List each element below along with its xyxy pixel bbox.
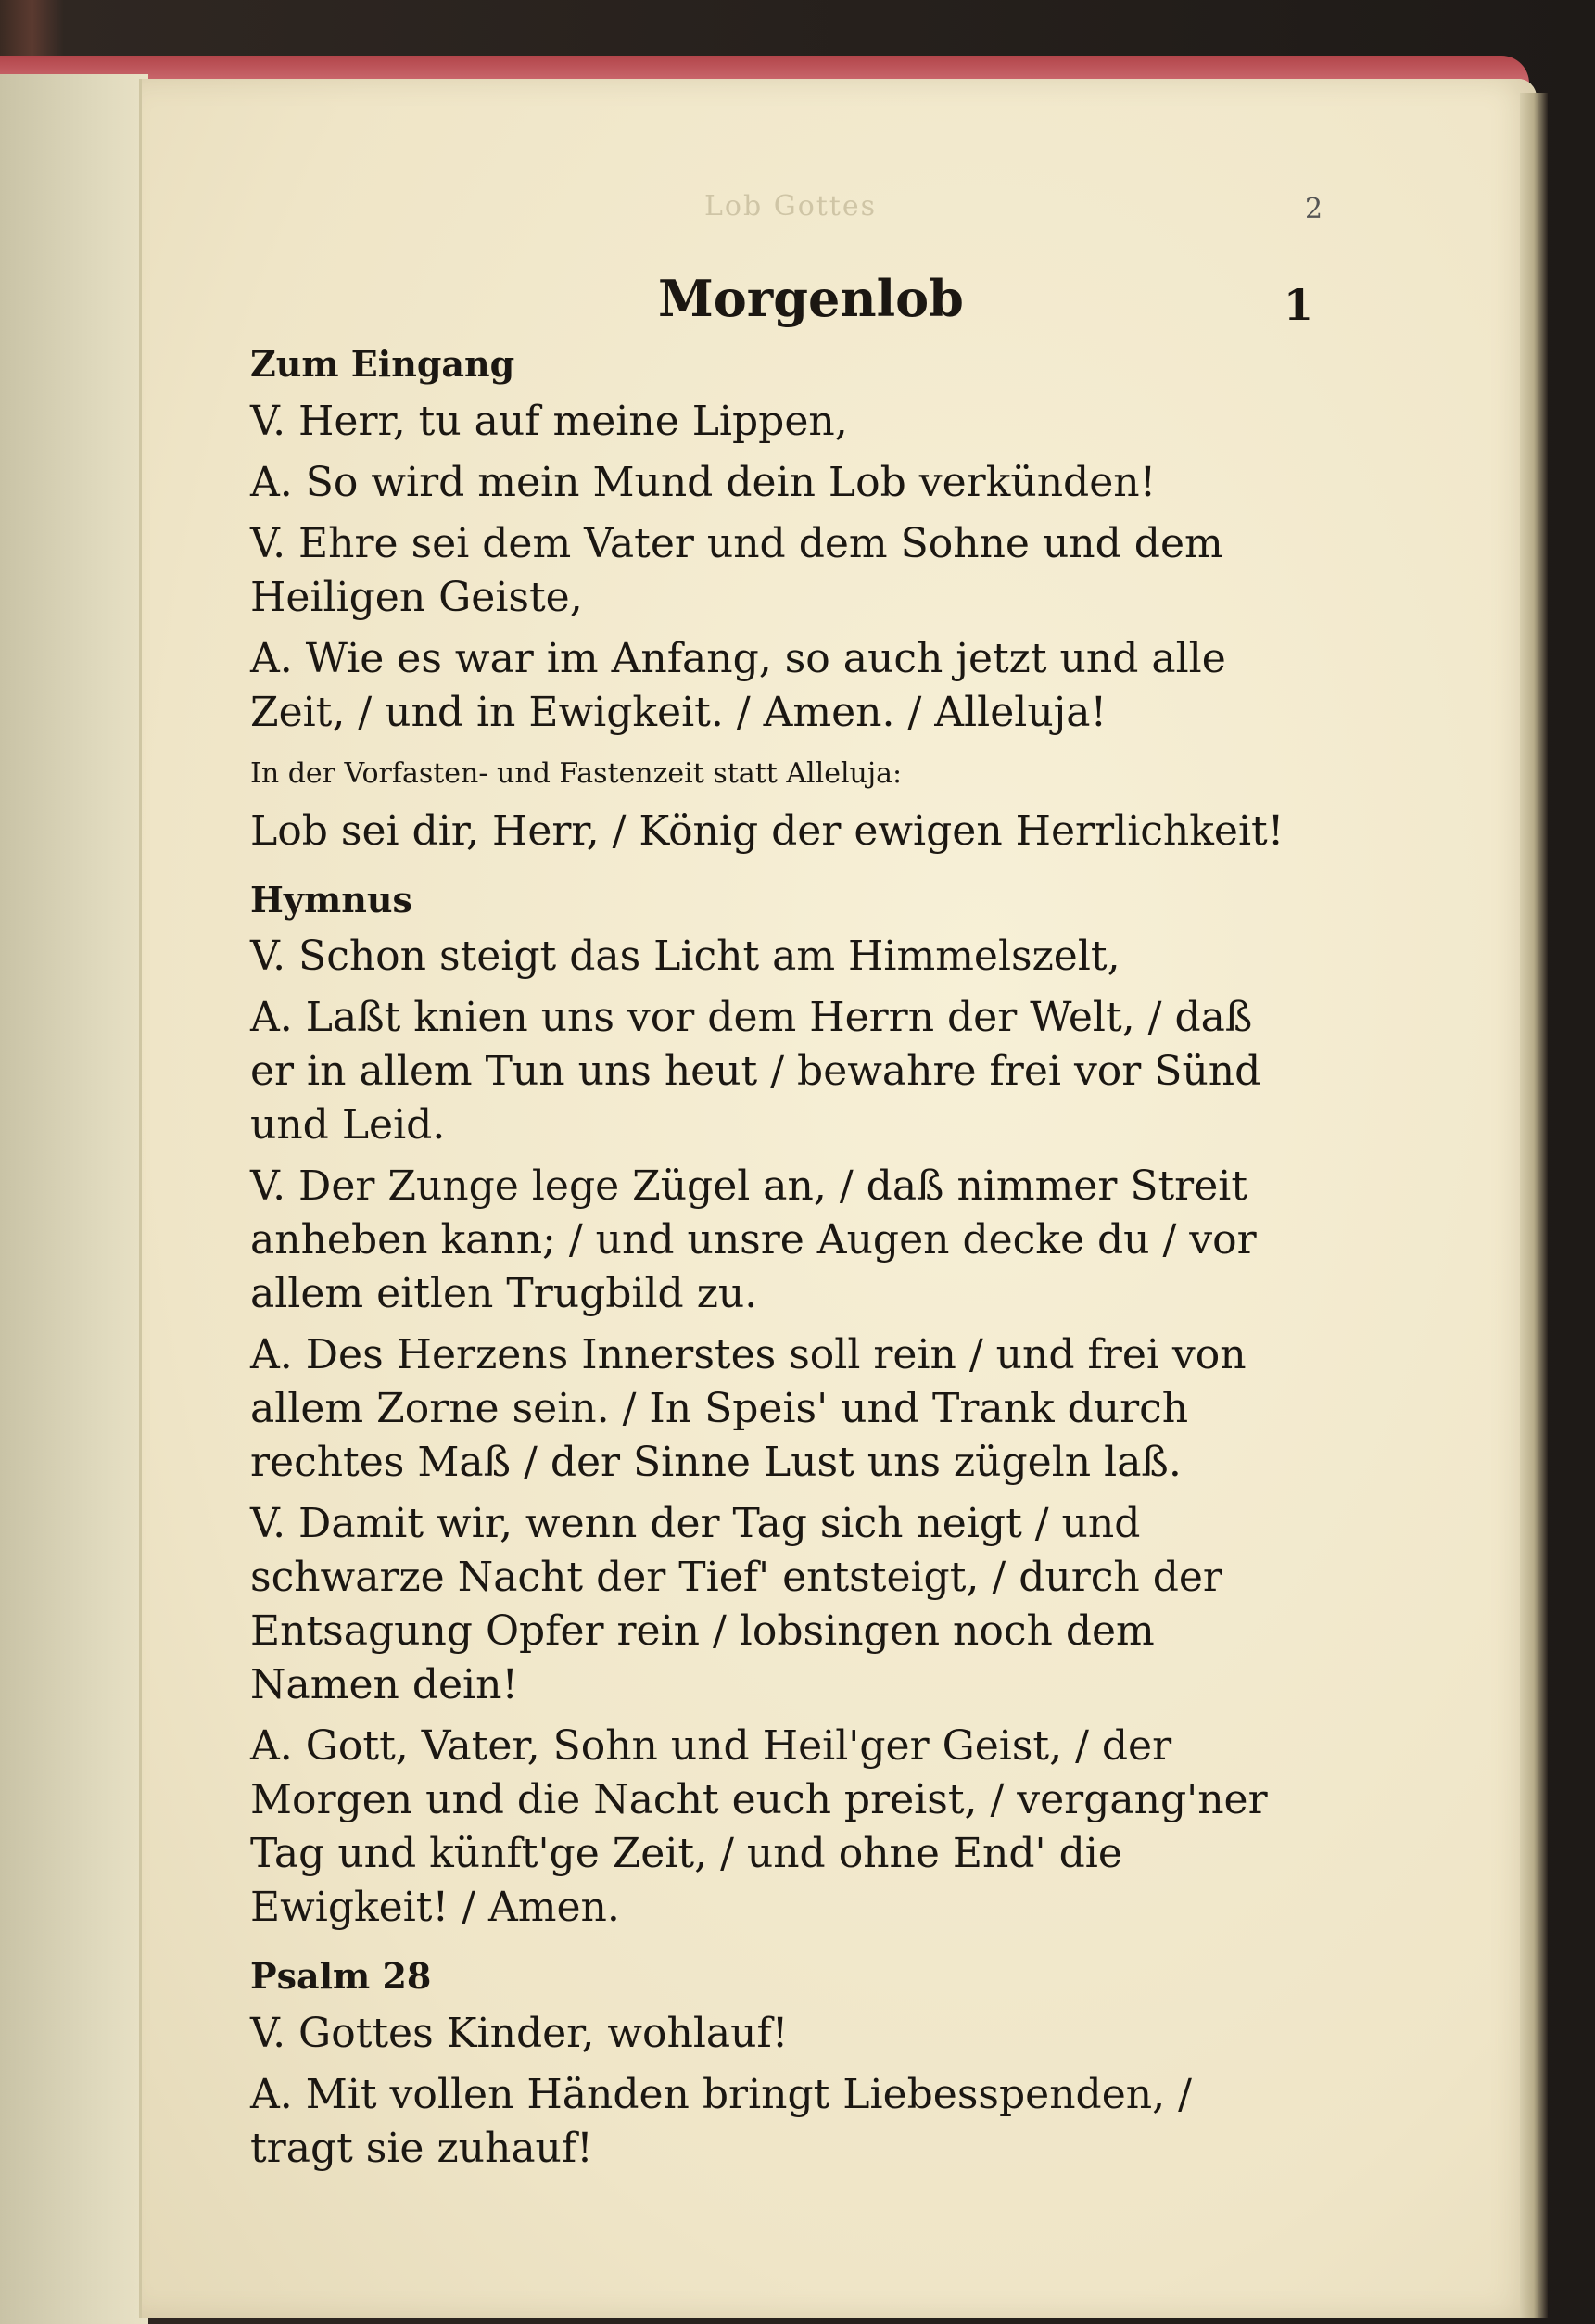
verse-line: A. Wie es war im Anfang, so auch jetzt und alle Zeit, / und in Ewigkeit. / Amen. / Alleluja! bbox=[250, 634, 1226, 736]
verse-line: A. Gott, Vater, Sohn und Heil'ger Geist, / der Morgen und die Nacht euch preist, / vergang'ner Tag und künft'ge Zeit, / und ohne End' die Ewigkeit! / Amen. bbox=[250, 1722, 1268, 1932]
title-row bbox=[250, 269, 1314, 343]
verse-line: V. Schon steigt das Licht am Himmelszelt, bbox=[250, 933, 1120, 981]
verse-line: A. So wird mein Mund dein Lob verkünden! bbox=[250, 458, 1157, 506]
corner-mark: 2 bbox=[1305, 193, 1323, 225]
entrance-heading: Zum Eingang bbox=[250, 343, 515, 385]
lent-rubric: In der Vorfasten- und Fastenzeit statt Alleluja: bbox=[250, 756, 903, 790]
page-number: 1 bbox=[1284, 280, 1314, 330]
facing-page-strip bbox=[0, 74, 148, 2324]
page-title: Morgenlob bbox=[658, 269, 964, 328]
verse-line: A. Des Herzens Innerstes soll rein / und frei von allem Zorne sein. / In Speis' und Trank durch rechtes Maß / der Sinne Lust uns zügeln laß. bbox=[250, 1331, 1247, 1487]
page-content bbox=[250, 269, 1314, 2183]
verse-line: A. Mit vollen Händen bringt Liebesspenden, / tragt sie zuhauf! bbox=[250, 2070, 1192, 2172]
psalm-heading: Psalm 28 bbox=[250, 1955, 432, 1998]
verse-line: A. Laßt knien uns vor dem Herrn der Welt, / daß er in allem Tun uns heut / bewahre frei vor Sünd und Leid. bbox=[250, 994, 1261, 1149]
running-header: Lob Gottes bbox=[704, 190, 878, 222]
page-stack-edge bbox=[1520, 93, 1548, 2318]
verse-line: V. Herr, tu auf meine Lippen, bbox=[250, 397, 848, 445]
verse-line: V. Damit wir, wenn der Tag sich neigt / und schwarze Nacht der Tief' entsteigt, / durch der Entsagung Opfer rein / lobsingen noch dem Namen dein! bbox=[250, 1500, 1222, 1709]
verse-line: V. Ehre sei dem Vater und dem Sohne und dem Heiligen Geiste, bbox=[250, 519, 1223, 621]
hymn-heading: Hymnus bbox=[250, 878, 412, 921]
verse-line: V. Der Zunge lege Zügel an, / daß nimmer Streit anheben kann; / und unsre Augen decke du / vor allem eitlen Trugbild zu. bbox=[250, 1162, 1257, 1318]
verse-line: V. Gottes Kinder, wohlauf! bbox=[250, 2009, 789, 2057]
verse-line: Lob sei dir, Herr, / König der ewigen Herrlichkeit! bbox=[250, 806, 1285, 855]
